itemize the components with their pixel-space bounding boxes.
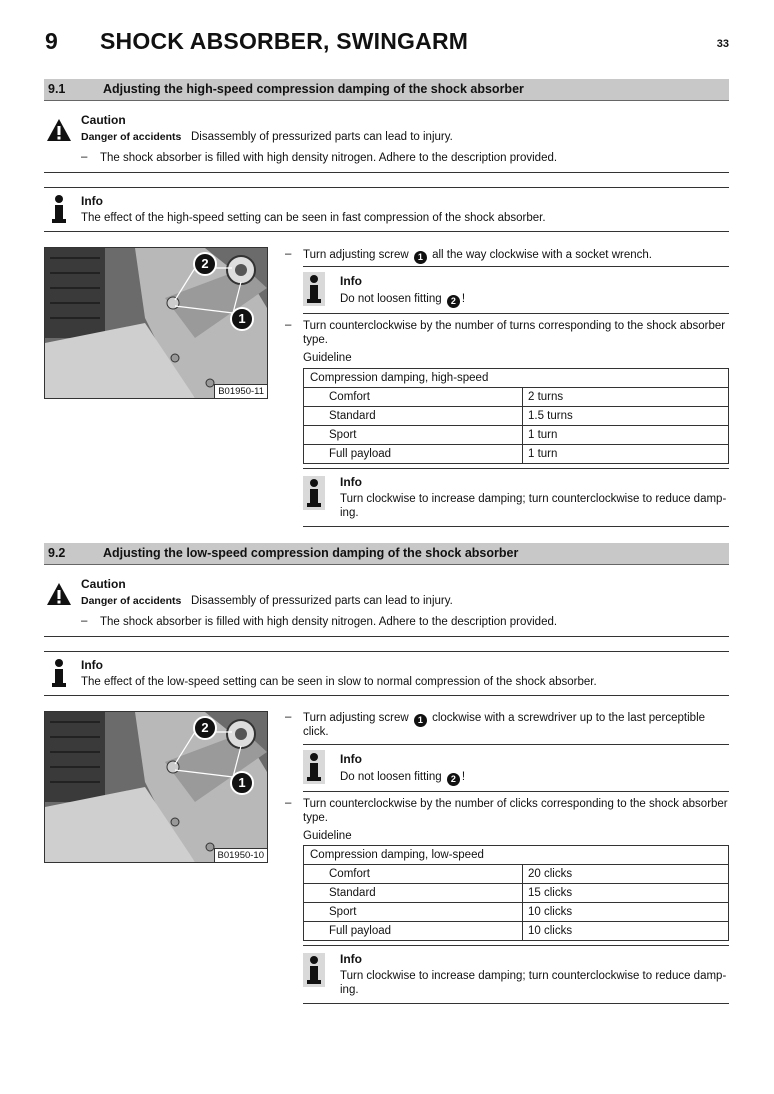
section-header xyxy=(44,543,729,565)
step-1 xyxy=(303,248,652,264)
section-header xyxy=(44,79,729,101)
table-cell: Full payload xyxy=(304,922,523,941)
circled-number-icon: 1 xyxy=(414,251,427,264)
divider xyxy=(44,695,729,696)
table-cell: Standard xyxy=(304,884,523,903)
section-number: 9.1 xyxy=(48,82,66,96)
info-heading: Info xyxy=(81,658,103,672)
table-cell: 15 clicks xyxy=(523,884,729,903)
section-number: 9.2 xyxy=(48,546,66,560)
info-heading: Info xyxy=(340,752,362,766)
bullet-dash: – xyxy=(81,615,88,627)
info-icon xyxy=(307,275,321,303)
table-cell: Comfort xyxy=(304,865,523,884)
table-title: Compression damping, high-speed xyxy=(304,369,729,388)
callout-1: 1 xyxy=(230,307,254,331)
table-row xyxy=(304,388,729,407)
divider xyxy=(303,526,729,527)
table-cell: Sport xyxy=(304,426,523,445)
danger-label: Danger of accidents xyxy=(81,595,182,607)
divider xyxy=(303,468,729,469)
callout-1: 1 xyxy=(230,771,254,795)
chapter-number: 9 xyxy=(45,28,58,54)
table-row xyxy=(304,445,729,464)
divider xyxy=(303,1003,729,1004)
table-title: Compression damping, low-speed xyxy=(304,846,729,865)
step-2-line-1: Turn counterclockwise by the number of clicks corresponding to the shock absorber xyxy=(303,798,728,810)
info-text-pre: Do not loosen fitting xyxy=(340,771,442,783)
table-cell: Sport xyxy=(304,903,523,922)
divider xyxy=(44,187,729,188)
step-1-text-cont: clockwise with a screwdriver up to the last perceptible xyxy=(432,712,706,724)
info-text-post: ! xyxy=(461,771,466,783)
info-icon xyxy=(52,659,66,687)
divider xyxy=(44,172,729,173)
info-icon xyxy=(52,195,66,223)
info-icon xyxy=(307,753,321,781)
info-icon xyxy=(307,479,321,507)
bullet-dash: – xyxy=(81,151,88,163)
warning-triangle-icon xyxy=(46,582,72,606)
step-1-text: Turn adjusting screw xyxy=(303,712,409,724)
info-text-line-1: Turn clockwise to increase damping; turn counterclockwise to reduce damp- xyxy=(340,970,727,982)
table-row xyxy=(304,369,729,388)
table-row xyxy=(304,884,729,903)
divider xyxy=(44,231,729,232)
step-2-line-2: type. xyxy=(303,812,328,824)
table-row xyxy=(304,407,729,426)
shock-absorber-photo xyxy=(44,711,268,863)
divider xyxy=(44,651,729,652)
info-heading: Info xyxy=(81,194,103,208)
page-number: 33 xyxy=(716,38,729,50)
caution-heading: Caution xyxy=(81,113,126,127)
info-text xyxy=(340,292,465,308)
guideline-label: Guideline xyxy=(303,352,352,364)
info-text-line-1: Turn clockwise to increase damping; turn counterclockwise to reduce damp- xyxy=(340,493,727,505)
step-1-text: Turn adjusting screw xyxy=(303,249,409,261)
photo-caption: B01950-10 xyxy=(214,848,267,862)
callout-2: 2 xyxy=(193,716,217,740)
table-row xyxy=(304,426,729,445)
circled-number-icon: 1 xyxy=(414,714,427,727)
spec-table xyxy=(303,845,729,941)
danger-label: Danger of accidents xyxy=(81,131,182,143)
danger-text: Disassembly of pressurized parts can lead to injury. xyxy=(190,595,453,607)
spec-table xyxy=(303,368,729,464)
bullet-dash: – xyxy=(285,797,292,809)
divider xyxy=(303,744,729,745)
info-text: The effect of the high-speed setting can be seen in fast compression of the shock absorber. xyxy=(81,212,546,224)
divider xyxy=(44,636,729,637)
section-title: Adjusting the low-speed compression damping of the shock absorber xyxy=(103,546,519,560)
info-text-pre: Do not loosen fitting xyxy=(340,293,442,305)
divider xyxy=(303,313,729,314)
step-1 xyxy=(303,711,705,727)
caution-bullet: The shock absorber is filled with high density nitrogen. Adhere to the description provided. xyxy=(100,616,558,628)
guideline-label: Guideline xyxy=(303,830,352,842)
table-row xyxy=(304,865,729,884)
table-row xyxy=(304,846,729,865)
table-cell: 10 clicks xyxy=(523,903,729,922)
section-title: Adjusting the high-speed compression damping of the shock absorber xyxy=(103,82,524,96)
caution-heading: Caution xyxy=(81,577,126,591)
danger-line xyxy=(81,130,453,144)
danger-text: Disassembly of pressurized parts can lead to injury. xyxy=(190,131,453,143)
callout-2: 2 xyxy=(193,252,217,276)
info-icon xyxy=(307,956,321,984)
info-heading: Info xyxy=(340,952,362,966)
info-text: The effect of the low-speed setting can be seen in slow to normal compression of the shock absorber. xyxy=(81,676,597,688)
table-cell: 2 turns xyxy=(523,388,729,407)
table-cell: Full payload xyxy=(304,445,523,464)
circled-number-icon: 2 xyxy=(447,295,460,308)
table-cell: 20 clicks xyxy=(523,865,729,884)
step-1-line-2: click. xyxy=(303,726,329,738)
table-cell: 10 clicks xyxy=(523,922,729,941)
warning-triangle-icon xyxy=(46,118,72,142)
shock-absorber-photo xyxy=(44,247,268,399)
step-1-text-cont: all the way clockwise with a socket wrench. xyxy=(432,249,652,261)
divider xyxy=(303,266,729,267)
bullet-dash: – xyxy=(285,319,292,331)
bullet-dash: – xyxy=(285,711,292,723)
info-heading: Info xyxy=(340,274,362,288)
table-cell: 1 turn xyxy=(523,426,729,445)
divider xyxy=(303,945,729,946)
table-cell: Standard xyxy=(304,407,523,426)
info-text xyxy=(340,770,465,786)
table-row xyxy=(304,903,729,922)
table-cell: Comfort xyxy=(304,388,523,407)
divider xyxy=(303,791,729,792)
photo-caption: B01950-11 xyxy=(214,384,267,398)
caution-bullet: The shock absorber is filled with high density nitrogen. Adhere to the description provided. xyxy=(100,152,558,164)
table-cell: 1.5 turns xyxy=(523,407,729,426)
step-2-line-2: type. xyxy=(303,334,328,346)
table-row xyxy=(304,922,729,941)
table-cell: 1 turn xyxy=(523,445,729,464)
info-text-line-2: ing. xyxy=(340,984,359,996)
bullet-dash: – xyxy=(285,248,292,260)
info-text-post: ! xyxy=(461,293,466,305)
step-2-line-1: Turn counterclockwise by the number of turns corresponding to the shock absorber xyxy=(303,320,726,332)
danger-line xyxy=(81,594,453,608)
chapter-title: SHOCK ABSORBER, SWINGARM xyxy=(100,28,469,54)
info-heading: Info xyxy=(340,475,362,489)
info-text-line-2: ing. xyxy=(340,507,359,519)
circled-number-icon: 2 xyxy=(447,773,460,786)
